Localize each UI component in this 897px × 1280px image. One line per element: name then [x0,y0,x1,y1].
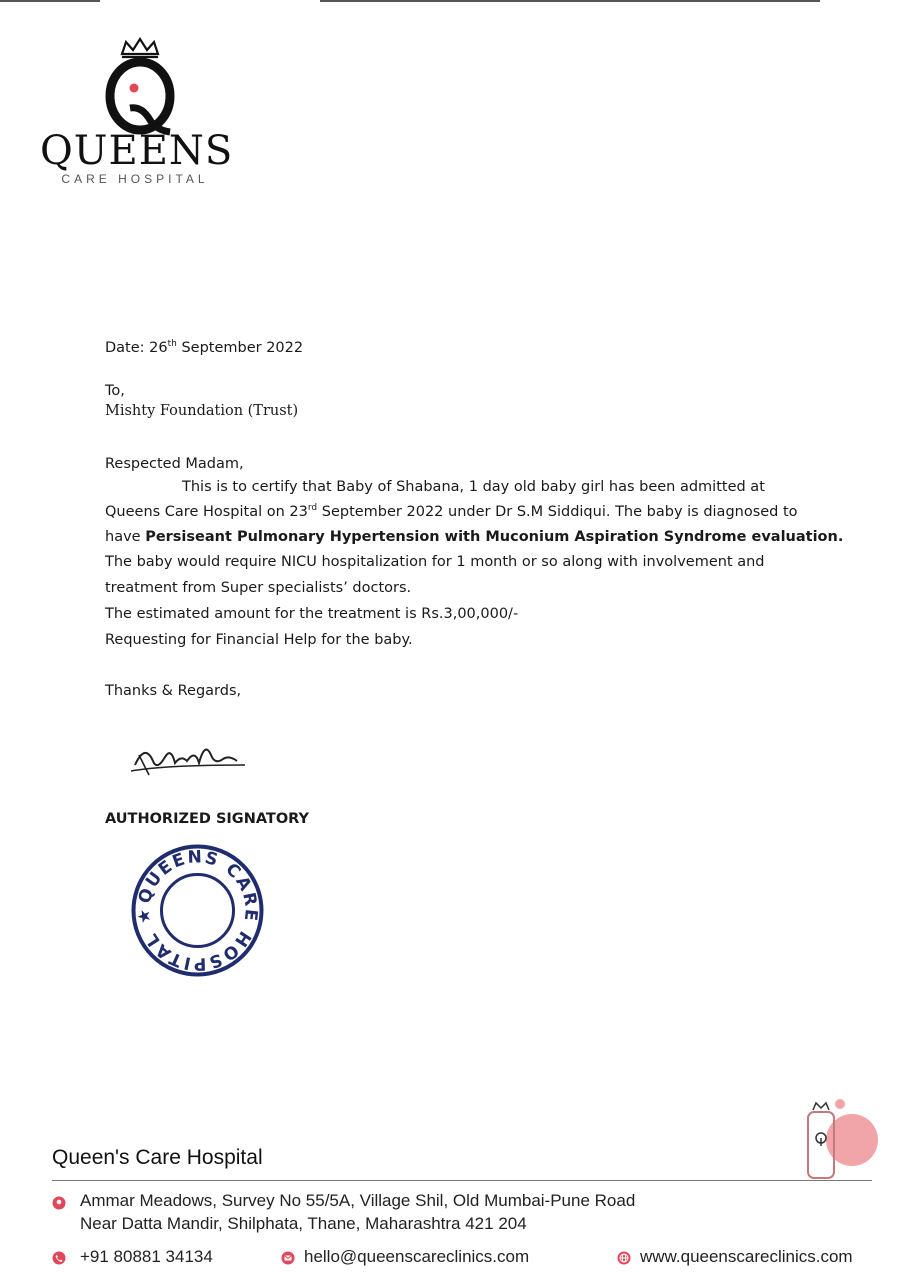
footer-website: www.queenscareclinics.com [640,1247,853,1266]
scan-edge-line [0,0,100,2]
logo-subtitle: CARE HOSPITAL [61,172,209,186]
logo-wordmark: QUEENS [40,128,234,174]
footer-divider [52,1180,872,1181]
footer-address-line2: Near Datta Mandir, Shilphata, Thane, Maharashtra 421 204 [80,1214,527,1233]
letter-salutation: Respected Madam, [105,456,244,472]
svg-text:QUEENS CARE HOSPITAL ★: QUEENS CARE HOSPITAL ★ [133,847,261,974]
crown-q-logo-icon [90,36,190,136]
letter-paragraph-line: treatment from Super specialists’ doctors. [105,580,412,596]
letter-paragraph-line: have Persiseant Pulmonary Hypertension with Muconium Aspiration Syndrome evaluation. [105,529,844,545]
diagnosis-text: Persiseant Pulmonary Hypertension with Muconium Aspiration Syndrome evaluation. [145,529,844,545]
globe-icon [617,1251,631,1265]
hospital-stamp-icon [130,843,265,978]
letter-closing: Thanks & Regards, [105,683,242,699]
authorized-signatory-label: AUTHORIZED SIGNATORY [105,811,310,827]
footer-hospital-name: Queen's Care Hospital [52,1146,263,1169]
footer-email: hello@queenscareclinics.com [304,1247,530,1266]
footer-phone: +91 80881 34134 [80,1247,213,1266]
location-icon [52,1196,66,1210]
handwritten-signature-icon [125,735,255,785]
footer-address-line1: Ammar Meadows, Survey No 55/5A, Village Shil, Old Mumbai-Pune Road [80,1191,636,1210]
letter-paragraph-line: The baby would require NICU hospitalization for 1 month or so along with involvement and [105,554,765,570]
letter-date: Date: 26th September 2022 [105,339,304,356]
letter-paragraph-line: Requesting for Financial Help for the baby. [105,632,413,648]
phone-icon [52,1251,66,1265]
mascot-logo-icon [800,1098,880,1182]
scan-edge-line [320,0,820,2]
letter-to: To, [105,383,125,399]
letter-paragraph-line: This is to certify that Baby of Shabana, 1 day old baby girl has been admitted at [182,479,765,495]
hospital-logo [40,36,234,196]
letter-paragraph-line: Queens Care Hospital on 23rd September 2022 under Dr S.M Siddiqui. The baby is diagnosed to [105,503,798,520]
email-icon [281,1251,295,1265]
letter-paragraph-line: The estimated amount for the treatment is Rs.3,00,000/- [105,606,519,622]
letter-recipient: Mishty Foundation (Trust) [105,403,299,419]
